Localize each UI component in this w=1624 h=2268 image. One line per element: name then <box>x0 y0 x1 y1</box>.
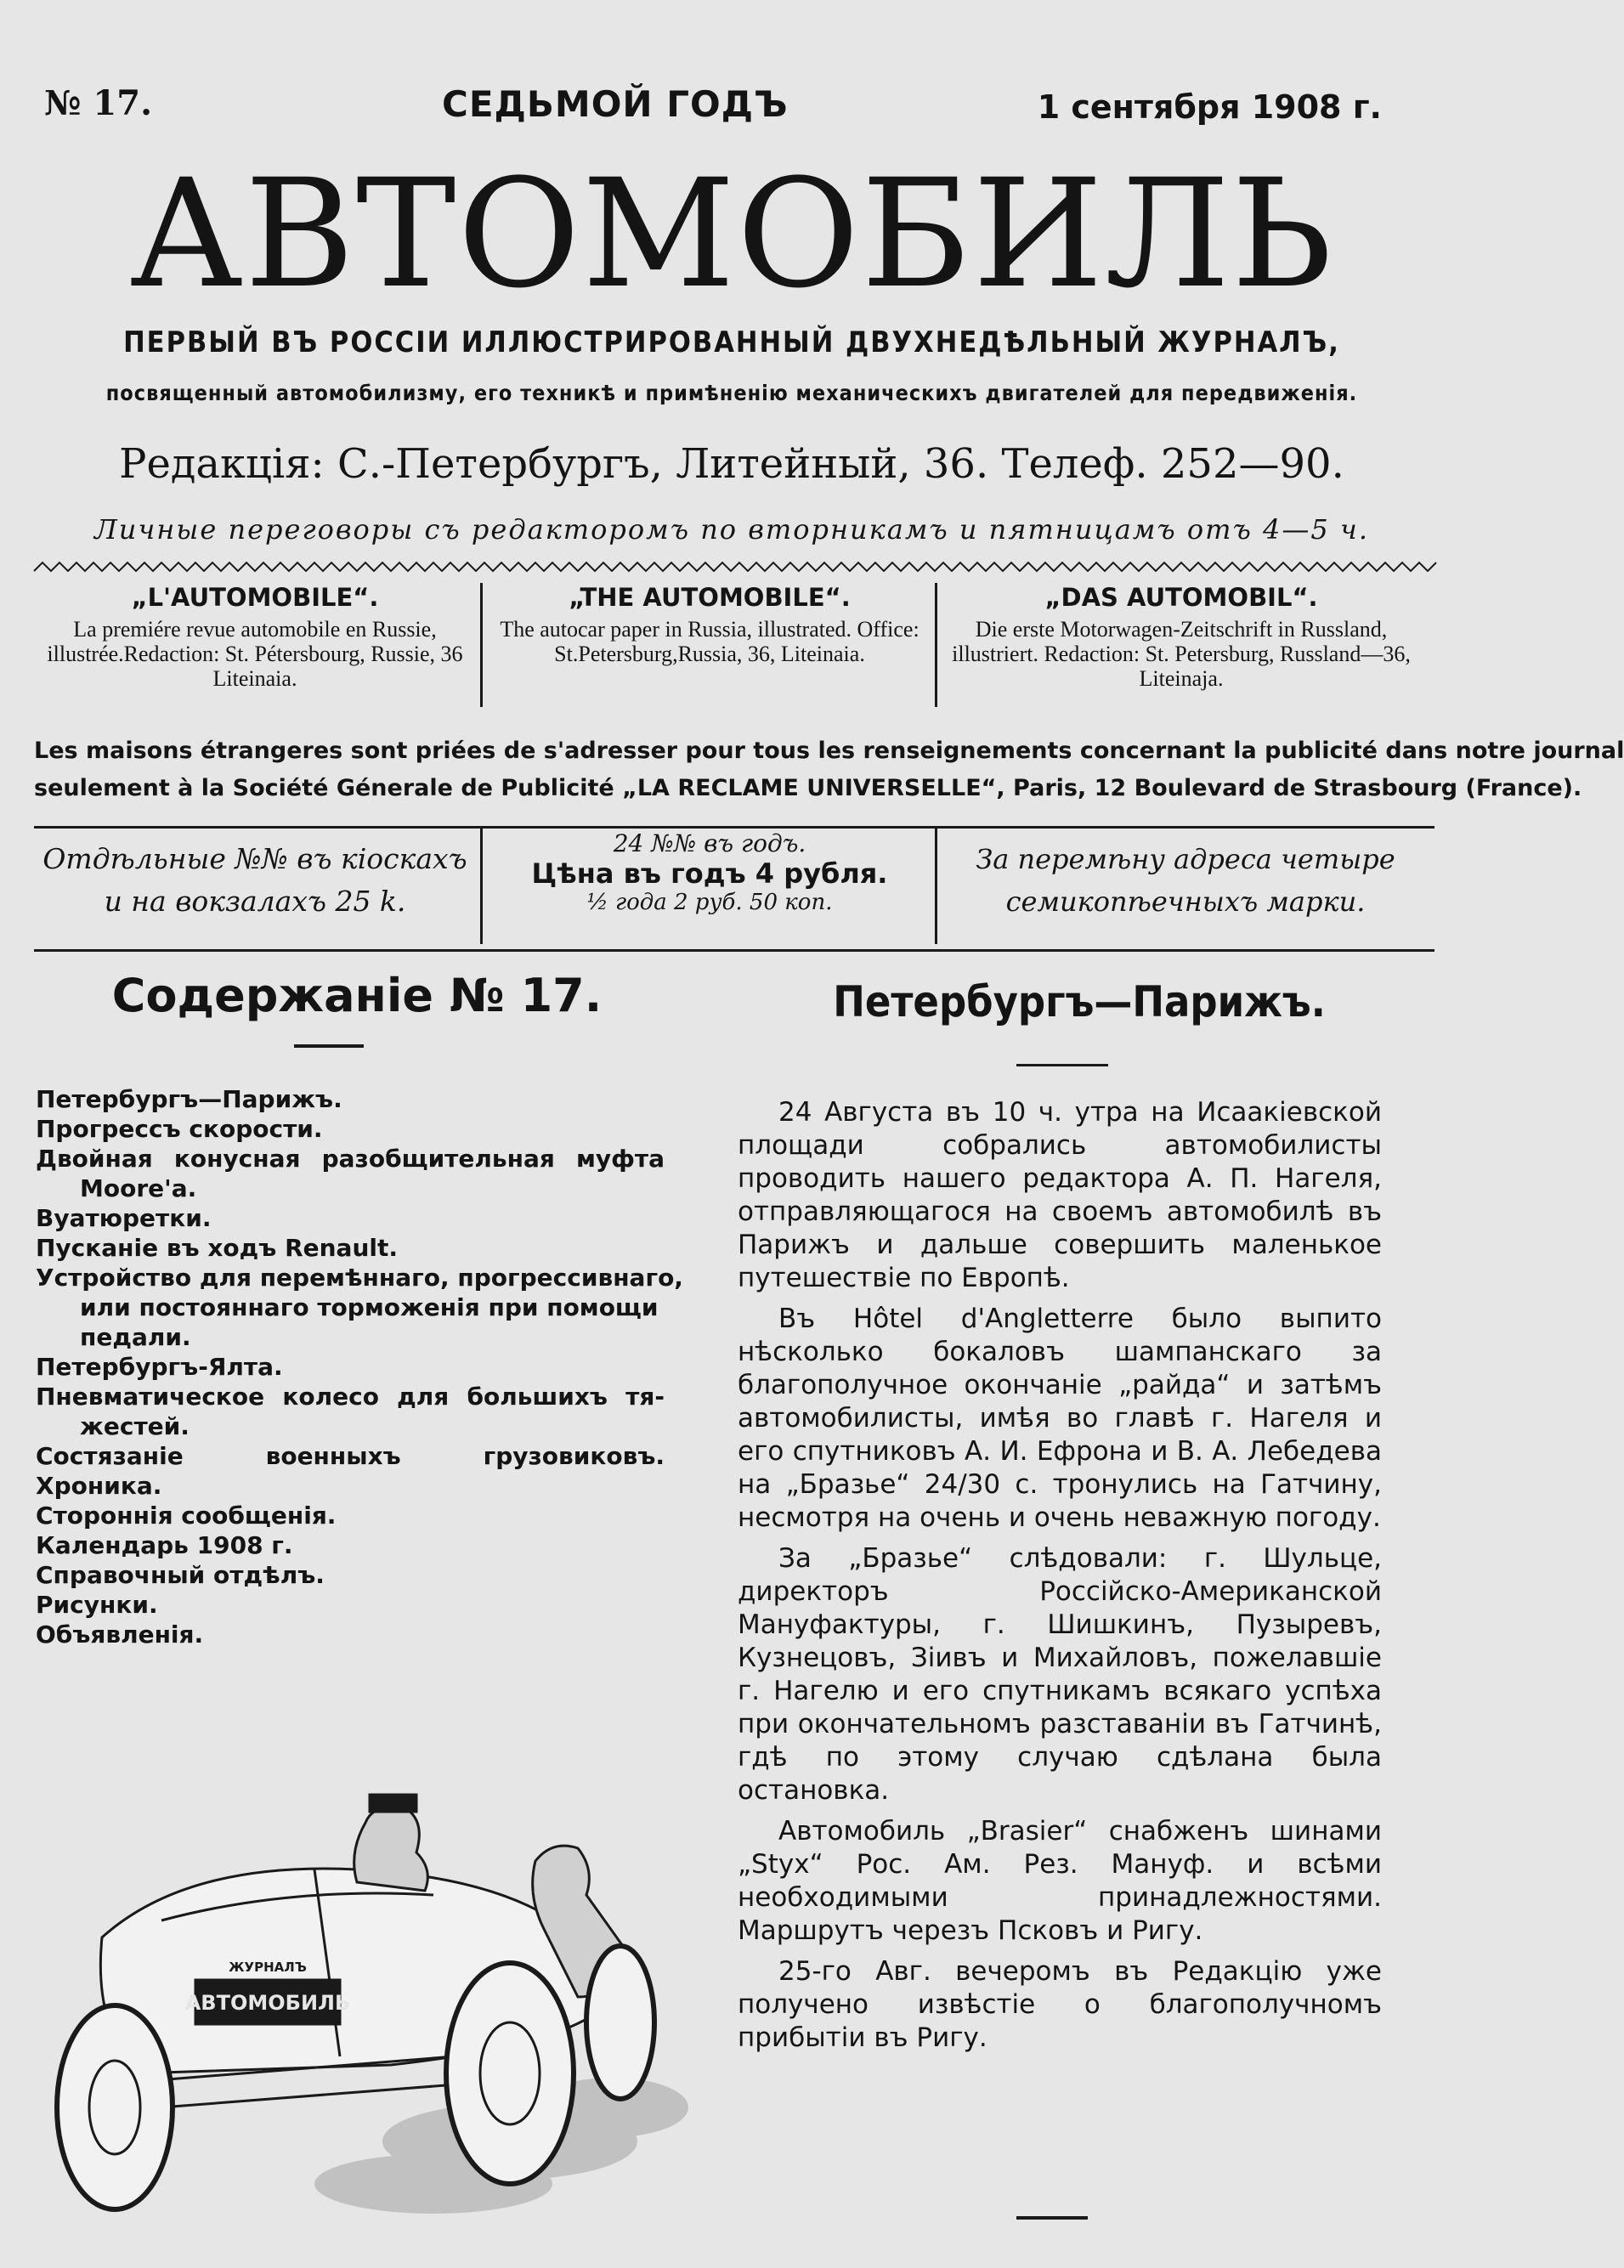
editorial-address: Редакція: С.-Петербургъ, Литейный, 36. Телеф. 252—90. <box>119 440 1344 488</box>
contents-item: Петербургъ-Ялта. <box>36 1353 283 1381</box>
contents-list <box>36 1084 683 1649</box>
masthead-subtitle-2: посвященный автомобилизму, его техникѣ и примѣненію механическихъ двигателей для передвиженія. <box>105 381 1358 405</box>
article-title: Петербургъ—Парижъ. <box>833 977 1326 1027</box>
contents-item: Moore'a. <box>80 1174 197 1202</box>
contents-item: Объявленія. <box>36 1620 204 1649</box>
article-paragraph: 24 Августа въ 10 ч. утра на Исаакіевской площади собрались автомобилисты проводить нашего редактора А. П. Нагеля, отправляющагося на своемъ автомобилѣ въ Парижъ и дальше совершить маленькое путешествіе по Европѣ. <box>738 1097 1382 1293</box>
column-divider <box>935 829 937 944</box>
plate-title: АВТОМОБИЛЬ <box>184 1991 351 2015</box>
lang-title: „L'AUTOMOBILE“. <box>131 583 379 612</box>
issues-per-year: 24 №№ въ годъ. <box>613 829 806 857</box>
contents-item: Пневматическое колесо для большихъ тя- <box>36 1383 665 1411</box>
article-paragraph: Въ Hôtel d'Angletterre было выпито нѣсколько бокаловъ шампанскаго за благополучное окончаніе „райда“ и затѣмъ автомобилисты, имѣя во главѣ г. Нагеля и его спутниковъ А. И. Ефрона и В. А. Лебедева на „Бразье“ 24/30 с. тронулись на Гатчину, несмотря на очень и очень неважную погоду. <box>738 1304 1382 1533</box>
advertising-notice-line: seulement à la Société Génerale de Publicité „LA RECLAME UNIVERSELLE“, Paris, 12 Boulevard de Strasbourg (France). <box>34 775 1582 801</box>
article-body <box>738 1096 1382 2062</box>
issue-date: 1 сентября 1908 г. <box>1037 88 1382 126</box>
issue-number: № 17. <box>44 83 152 123</box>
article-end-rule <box>1016 2216 1088 2220</box>
masthead-title: АВТОМОБИЛЬ <box>129 147 1334 321</box>
article-paragraph: Автомобиль „Brasier“ снабженъ шинами „Styx“ Рос. Ам. Рез. Мануф. и всѣми необходимыми принадлежностями. Маршрутъ черезъ Псковъ и Ригу. <box>738 1816 1382 1946</box>
lang-title: „THE AUTOMOBILE“. <box>569 583 851 612</box>
contents-item: Календарь 1908 г. <box>36 1531 293 1559</box>
contents-item: Вуатюретки. <box>36 1204 212 1232</box>
lang-column-french <box>34 583 476 707</box>
contents-item: Стороннія сообщенія. <box>36 1502 337 1530</box>
article-title-rule <box>1016 1064 1108 1066</box>
address-change-fee <box>943 838 1428 923</box>
contents-item: Двойная конусная разобщительная муфта <box>36 1145 665 1173</box>
lang-column-german <box>943 583 1419 707</box>
kiosk-line: и на вокзалахъ 25 k. <box>104 885 406 918</box>
contents-item: Состязаніе военныхъ грузовиковъ. <box>36 1442 665 1470</box>
kiosk-price <box>34 838 476 923</box>
contents-item: жестей. <box>80 1412 190 1440</box>
decorative-zigzag-divider <box>34 561 1436 573</box>
column-divider <box>935 583 937 707</box>
address-change-line: За перемѣну адреса четыре <box>976 843 1395 875</box>
article-paragraph: 25-го Авг. вечеромъ въ Редакцію уже получено извѣстіе о благополучномъ прибытіи въ Ригу. <box>738 1956 1382 2053</box>
lang-title: „DAS AUTOMOBIL“. <box>1044 583 1318 612</box>
contents-item: Хроника. <box>36 1472 162 1500</box>
lang-text: The autocar paper in Russia, illustrated. Office: St.Petersburg,Russia, 36, Liteinaia. <box>500 617 920 666</box>
article-paragraph: За „Бразье“ слѣдовали: г. Шульце, директоръ Россійско-Американской Мануфактуры, г. Шишкинъ, Пузыревъ, Кузнецовъ, Зіивъ и Михайловъ, пожелавшіе г. Нагелю и его спутникамъ всякаго успѣха при окончательномъ разставаніи въ Гатчинѣ, гдѣ по этому случаю сдѣлана была остановка. <box>738 1543 1382 1806</box>
contents-rule <box>294 1044 364 1048</box>
meeting-hours: Личные переговоры съ редакторомъ по вторникамъ и пятницамъ отъ 4—5 ч. <box>94 513 1369 546</box>
publication-year: СЕДЬМОЙ ГОДЪ <box>442 83 789 125</box>
price-half-year: ½ года 2 руб. 50 коп. <box>586 890 833 915</box>
advertising-notice-line: Les maisons étrangeres sont priées de s'adresser pour tous les renseignements concernant la publicité dans notre journal <box>34 738 1624 764</box>
contents-item: Петербургъ—Парижъ. <box>36 1085 342 1113</box>
column-divider <box>480 829 483 944</box>
column-divider <box>480 583 483 707</box>
contents-item: Пусканіе въ ходъ Renault. <box>36 1234 399 1262</box>
lang-text: Die erste Motorwagen-Zeitschrift in Russland, illustriert. Redaction: St. Petersburg, Russland—36, Liteinaja. <box>952 617 1411 691</box>
racing-car-illustration <box>34 1742 705 2243</box>
lang-column-english <box>489 583 931 707</box>
contents-item: Рисунки. <box>36 1591 158 1619</box>
plate-caption: ЖУРНАЛЪ <box>229 1960 307 1975</box>
lang-text: La premiére revue automobile en Russie, illustrée.Redaction: St. Pétersbourg, Russie, 36 Liteinaia. <box>47 617 463 691</box>
contents-item: педали. <box>80 1323 191 1351</box>
advertising-notice <box>34 732 1624 807</box>
contents-item: Справочный отдѣлъ. <box>36 1561 325 1589</box>
contents-item: Прогрессъ скорости. <box>36 1115 323 1143</box>
contents-item: или постояннаго торможенія при помощи <box>80 1293 659 1321</box>
contents-item: Устройство для перемѣннаго, прогрессивнаго, <box>36 1264 683 1292</box>
contents-title: Содержаніе № 17. <box>111 969 603 1022</box>
price-year: Цѣна въ годъ 4 рубля. <box>531 857 888 890</box>
kiosk-line: Отдѣльные №№ въ кіоскахъ <box>42 842 467 875</box>
subscription-price <box>489 829 931 915</box>
address-change-line: семикопѣечныхъ марки. <box>1005 885 1366 918</box>
masthead-subtitle-1: ПЕРВЫЙ ВЪ РОССІИ ИЛЛЮСТРИРОВАННЫЙ ДВУХНЕДѢЛЬНЫЙ ЖУРНАЛЪ, <box>123 325 1340 359</box>
